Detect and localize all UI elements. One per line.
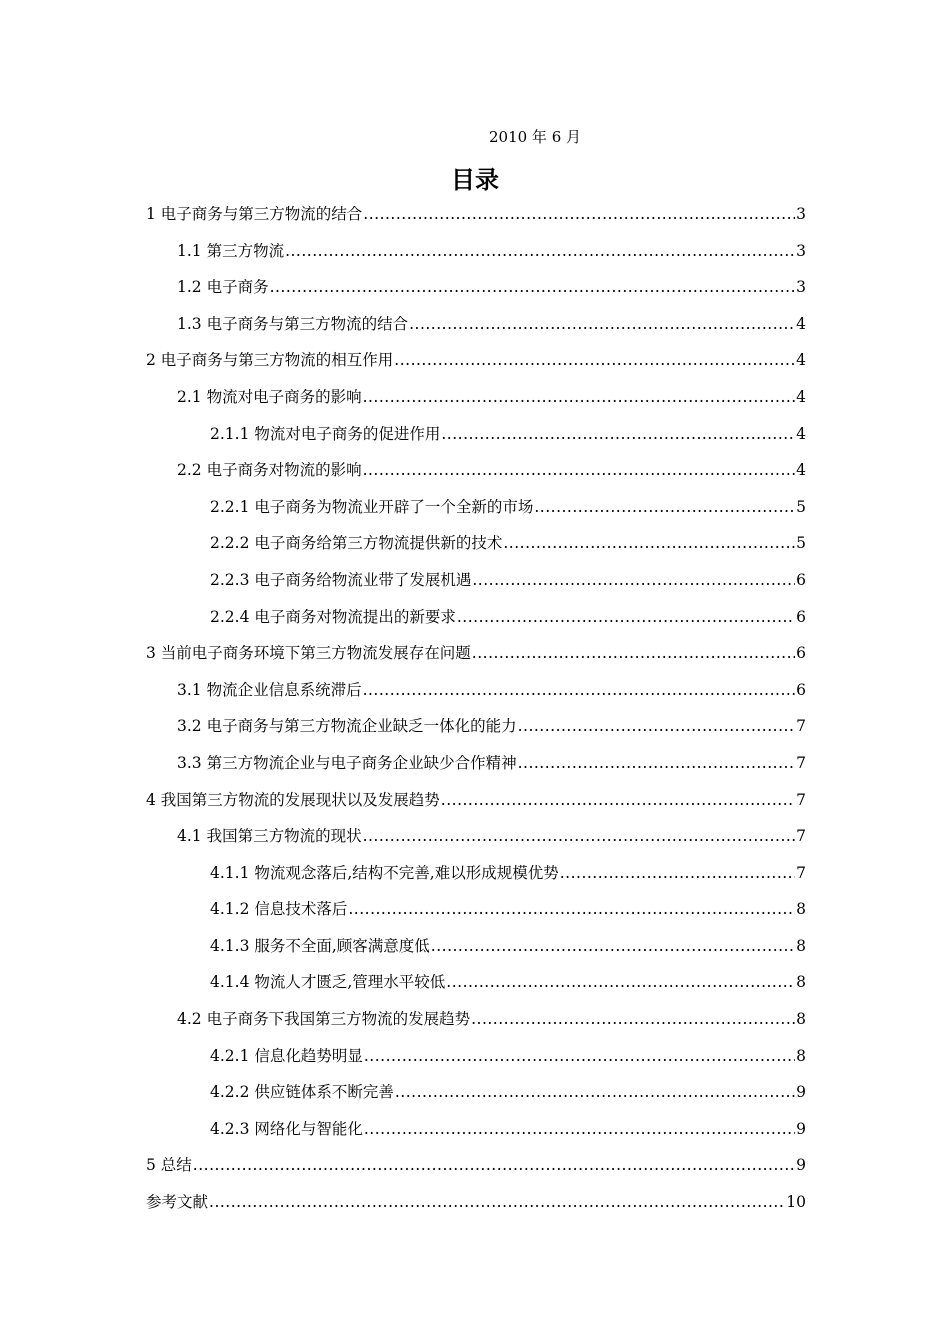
toc-page-number: 4 <box>796 351 806 370</box>
toc-page-number: 3 <box>796 205 806 223</box>
toc-page-number: 4 <box>796 387 806 406</box>
toc-page-number: 7 <box>796 717 806 736</box>
toc-entry-text: 1.2 电子商务 <box>177 278 269 297</box>
toc-dot-leader <box>285 233 795 270</box>
toc-dot-leader <box>193 1147 795 1184</box>
toc-page-number: 8 <box>796 1010 806 1029</box>
document-date: 2010 年 6 月 <box>488 128 582 146</box>
toc-dot-leader <box>441 416 795 453</box>
toc-page-number: 3 <box>796 278 806 297</box>
toc-dot-leader <box>518 708 796 745</box>
toc-page-number: 9 <box>796 1156 806 1175</box>
toc-dot-leader <box>394 342 795 379</box>
toc-entry[interactable] <box>146 416 806 453</box>
table-of-contents <box>146 196 806 1221</box>
toc-entry-text: 4.2.3 网络化与智能化 <box>210 1119 363 1138</box>
toc-entry[interactable] <box>146 196 806 233</box>
toc-dot-leader <box>348 891 795 928</box>
toc-entry[interactable] <box>146 233 806 270</box>
toc-page-number: 7 <box>796 827 806 846</box>
toc-entry[interactable] <box>146 818 806 855</box>
toc-entry-text: 4 我国第三方物流的发展现状以及发展趋势 <box>146 790 440 809</box>
toc-dot-leader <box>364 1038 795 1075</box>
toc-entry-text: 2.2.2 电子商务给第三方物流提供新的技术 <box>210 534 503 553</box>
toc-entry-text: 3.3 第三方物流企业与电子商务企业缺少合作精神 <box>177 753 517 772</box>
toc-page-number: 10 <box>786 1193 806 1212</box>
toc-page-number: 5 <box>796 497 806 516</box>
toc-entry[interactable] <box>146 452 806 489</box>
toc-entry-text: 4.1.4 物流人才匮乏,管理水平较低 <box>210 973 446 992</box>
toc-entry[interactable] <box>146 562 806 599</box>
toc-dot-leader <box>472 562 795 599</box>
toc-page-number: 5 <box>796 534 806 553</box>
toc-entry-text: 3 当前电子商务环境下第三方物流发展存在问题 <box>146 644 471 663</box>
toc-dot-leader <box>457 599 795 636</box>
toc-entry-text: 1.3 电子商务与第三方物流的结合 <box>177 314 409 333</box>
toc-entry-text: 2.1 物流对电子商务的影响 <box>177 387 362 406</box>
toc-entry[interactable] <box>146 1038 806 1075</box>
toc-entry-text: 4.1.3 服务不全面,顾客满意度低 <box>210 936 430 955</box>
toc-entry[interactable] <box>146 928 806 965</box>
toc-dot-leader <box>560 855 795 892</box>
toc-entry-text: 1.1 第三方物流 <box>177 241 285 260</box>
toc-page-number: 8 <box>796 973 806 992</box>
toc-title: 目录 <box>451 166 499 194</box>
toc-entry-text: 2.2.1 电子商务为物流业开辟了一个全新的市场 <box>210 497 534 516</box>
toc-entry-text: 2.2.4 电子商务对物流提出的新要求 <box>210 607 456 626</box>
toc-entry[interactable] <box>146 745 806 782</box>
toc-entry-text: 2.2 电子商务对物流的影响 <box>177 461 362 480</box>
toc-dot-leader <box>363 379 796 416</box>
toc-dot-leader <box>363 196 795 233</box>
toc-page-number: 8 <box>796 900 806 919</box>
toc-dot-leader <box>209 1184 785 1221</box>
toc-entry-text: 4.2.1 信息化趋势明显 <box>210 1046 363 1065</box>
toc-page-number: 6 <box>796 607 806 626</box>
toc-page-number: 9 <box>796 1083 806 1102</box>
toc-dot-leader <box>363 452 796 489</box>
toc-entry[interactable] <box>146 708 806 745</box>
toc-dot-leader <box>270 269 796 306</box>
toc-dot-leader <box>472 635 795 672</box>
toc-page-number: 4 <box>796 424 806 443</box>
toc-entry[interactable] <box>146 1001 806 1038</box>
toc-page-number: 3 <box>796 241 806 260</box>
toc-entry[interactable] <box>146 1184 806 1221</box>
toc-page-number: 7 <box>796 790 806 809</box>
toc-page-number: 6 <box>796 644 806 663</box>
toc-page-number: 8 <box>796 936 806 955</box>
toc-entry-text: 4.2 电子商务下我国第三方物流的发展趋势 <box>177 1010 471 1029</box>
toc-entry[interactable] <box>146 782 806 819</box>
toc-dot-leader <box>518 745 796 782</box>
toc-entry-text: 4.1.2 信息技术落后 <box>210 900 348 919</box>
toc-page-number: 9 <box>796 1119 806 1138</box>
toc-page-number: 7 <box>796 753 806 772</box>
toc-entry-text: 1 电子商务与第三方物流的结合 <box>146 205 363 223</box>
toc-entry[interactable] <box>146 891 806 928</box>
toc-entry[interactable] <box>146 855 806 892</box>
toc-entry[interactable] <box>146 964 806 1001</box>
toc-entry[interactable] <box>146 379 806 416</box>
toc-entry[interactable] <box>146 1074 806 1111</box>
toc-entry-text: 4.1 我国第三方物流的现状 <box>177 827 362 846</box>
toc-entry[interactable] <box>146 306 806 343</box>
toc-entry[interactable] <box>146 342 806 379</box>
toc-entry-text: 4.2.2 供应链体系不断完善 <box>210 1083 394 1102</box>
toc-entry[interactable] <box>146 489 806 526</box>
toc-dot-leader <box>409 306 795 343</box>
toc-entry[interactable] <box>146 599 806 636</box>
toc-entry-text: 3.1 物流企业信息系统滞后 <box>177 680 362 699</box>
toc-entry-text: 5 总结 <box>146 1156 192 1175</box>
toc-page-number: 6 <box>796 570 806 589</box>
toc-dot-leader <box>534 489 795 526</box>
toc-dot-leader <box>395 1074 795 1111</box>
toc-dot-leader <box>363 818 796 855</box>
toc-entry-text: 4.1.1 物流观念落后,结构不完善,难以形成规模优势 <box>210 863 559 882</box>
toc-page-number: 8 <box>796 1046 806 1065</box>
toc-entry[interactable] <box>146 1147 806 1184</box>
toc-dot-leader <box>431 928 795 965</box>
toc-entry-text: 2.1.1 物流对电子商务的促进作用 <box>210 424 441 443</box>
toc-entry[interactable] <box>146 525 806 562</box>
toc-entry-text: 参考文献 <box>146 1193 209 1212</box>
toc-dot-leader <box>441 782 795 819</box>
toc-entry[interactable] <box>146 635 806 672</box>
toc-entry[interactable] <box>146 269 806 306</box>
toc-dot-leader <box>471 1001 795 1038</box>
toc-dot-leader <box>446 964 795 1001</box>
toc-dot-leader <box>364 1111 795 1148</box>
toc-entry[interactable] <box>146 672 806 709</box>
toc-dot-leader <box>363 672 796 709</box>
toc-entry[interactable] <box>146 1111 806 1148</box>
toc-dot-leader <box>503 525 795 562</box>
toc-page-number: 6 <box>796 680 806 699</box>
toc-page-number: 4 <box>796 314 806 333</box>
toc-entry-text: 3.2 电子商务与第三方物流企业缺乏一体化的能力 <box>177 717 517 736</box>
toc-entry-text: 2.2.3 电子商务给物流业带了发展机遇 <box>210 570 472 589</box>
toc-page-number: 7 <box>796 863 806 882</box>
toc-page-number: 4 <box>796 461 806 480</box>
toc-entry-text: 2 电子商务与第三方物流的相互作用 <box>146 351 394 370</box>
